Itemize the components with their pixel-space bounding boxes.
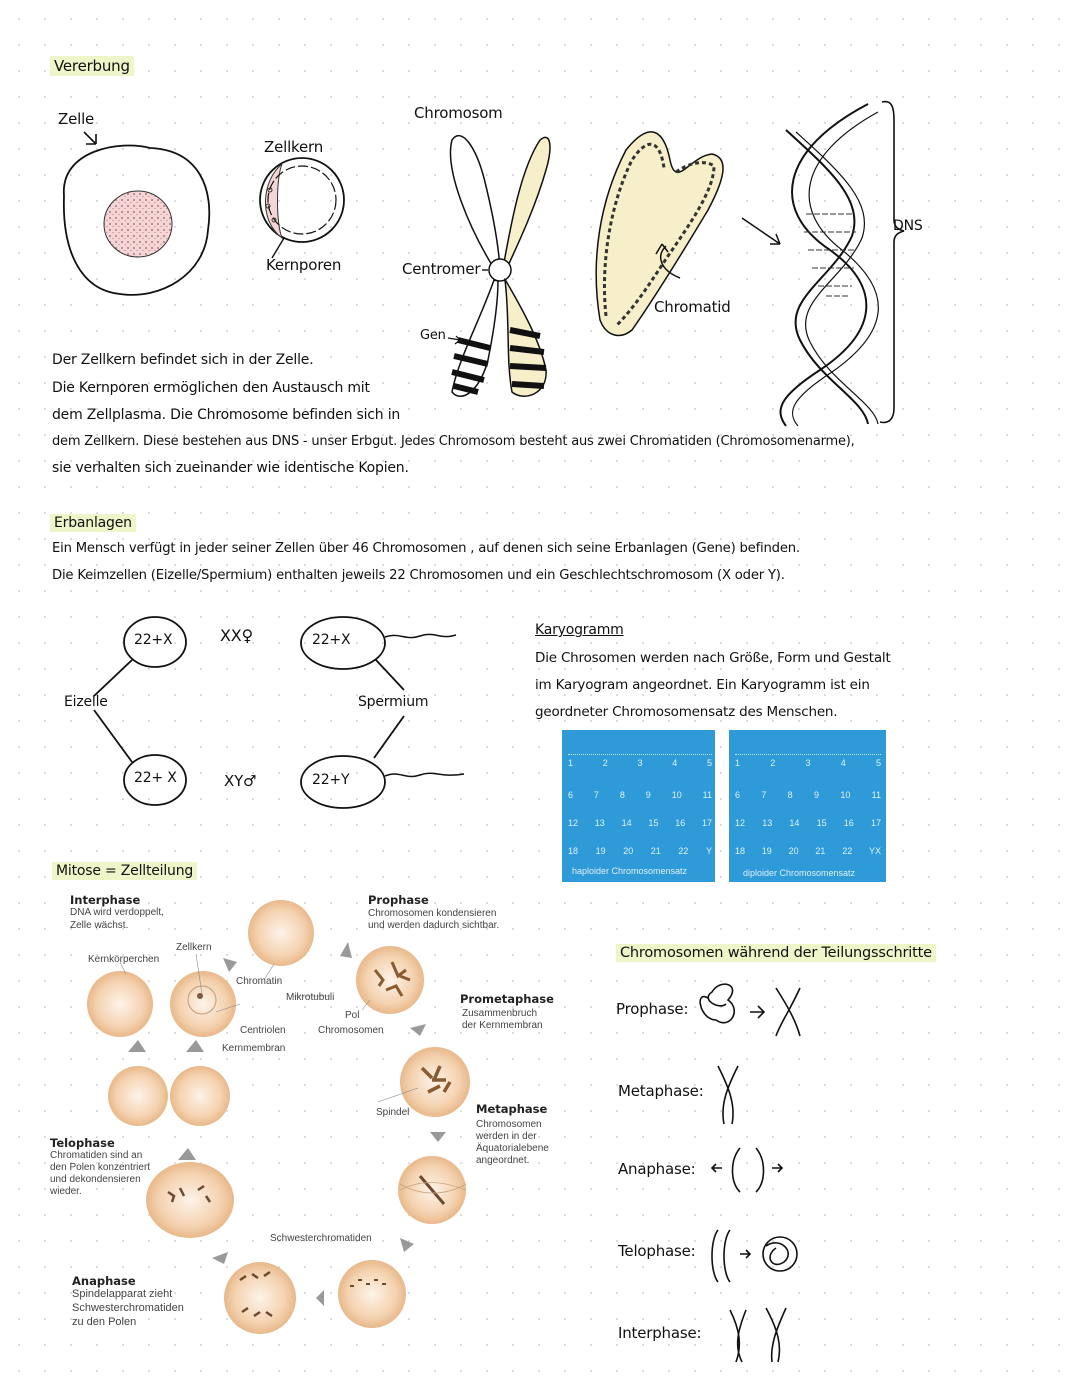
label-dns: DNS <box>893 218 923 234</box>
phase-metaphase-label: Metaphase: <box>618 1082 704 1100</box>
heading-mitose: Mitose = Zellteilung <box>52 862 197 880</box>
label-chromosomen: Chromosomen <box>318 1025 384 1036</box>
prometaphase-desc2: der Kernmembran <box>462 1020 543 1031</box>
metaphase-desc1: Chromosomen <box>476 1119 542 1130</box>
prophase-desc1: Chromosomen kondensieren <box>368 908 497 919</box>
phase-interphase-label: Interphase: <box>618 1324 702 1342</box>
telophase-desc2: den Polen konzentriert <box>50 1162 151 1173</box>
karyo-num: 15 <box>648 818 659 828</box>
karyo-num: 7 <box>593 790 599 800</box>
para1-line5: sie verhalten sich zueinander wie identische Kopien. <box>52 460 409 476</box>
phase-prophase-label: Prophase: <box>616 1000 689 1018</box>
metaphase-desc2: werden in der <box>476 1131 537 1142</box>
karyo-num: 9 <box>813 790 819 800</box>
karyo-num: 22 <box>842 846 853 856</box>
karyogram-diploid <box>729 730 886 882</box>
karyo-num: 1 <box>568 758 574 768</box>
heading-erbanlagen: Erbanlagen <box>50 514 136 532</box>
eizelle-label: Eizelle <box>64 694 108 710</box>
egg-top-label: 22+X <box>134 632 173 648</box>
karyo-num: 20 <box>788 846 799 856</box>
karyo-num: 4 <box>840 758 846 768</box>
prometaphase-desc1: Zusammenbruch <box>462 1008 538 1019</box>
sperm-bottom-label: 22+Y <box>312 772 350 788</box>
label-mikrotubuli: Mikrotubuli <box>286 992 335 1003</box>
karyo-h-row1 <box>568 758 712 768</box>
prometaphase-title: Prometaphase <box>460 992 554 1006</box>
para1-line3: dem Zellplasma. Die Chromosome befinden sich in <box>52 407 401 423</box>
karyo-d-row4 <box>735 846 881 856</box>
karyo-h-row2 <box>568 790 712 800</box>
karyo-num: 6 <box>735 790 741 800</box>
anaphase-desc1: Spindelapparat zieht <box>72 1288 173 1300</box>
karyo-num: 8 <box>787 790 793 800</box>
phase-anaphase-label: Anaphase: <box>618 1160 696 1178</box>
karyo-num: 5 <box>706 758 712 768</box>
anaphase-title: Anaphase <box>72 1274 136 1288</box>
metaphase-desc3: Äquatorialebene <box>476 1143 549 1154</box>
karyogramm-title: Karyogramm <box>535 622 624 638</box>
telophase-desc3: und dekondensieren <box>50 1174 141 1185</box>
phase-telophase-label: Telophase: <box>618 1242 696 1260</box>
label-pol: Pol <box>345 1010 360 1021</box>
phases-title: Chromosomen während der Teilungsschritte <box>616 944 936 962</box>
karyo-h-row3 <box>568 818 712 828</box>
karyo-num: 18 <box>568 846 579 856</box>
male-label: XY♂ <box>224 772 257 790</box>
label-centromer: Centromer <box>402 260 481 278</box>
zellkern-illustration <box>260 158 344 258</box>
karyo-num: 14 <box>621 818 632 828</box>
para1-line4: dem Zellkern. Diese bestehen aus DNS - unser Erbgut. Jedes Chromosom besteht aus zwei Chromatiden (Chromosomenarme), <box>52 434 855 449</box>
telophase-title: Telophase <box>50 1136 115 1150</box>
para1-line1: Der Zellkern befindet sich in der Zelle. <box>52 352 314 368</box>
karyo-num: 3 <box>805 758 811 768</box>
telophase-desc4: wieder. <box>50 1186 82 1197</box>
karyo-num: 2 <box>602 758 608 768</box>
karyo-num: Y <box>705 846 712 856</box>
karyo-num: 2 <box>770 758 776 768</box>
karyo-num: 11 <box>702 790 712 800</box>
sperm-top-label: 22+X <box>312 632 351 648</box>
arrow-icon <box>84 132 96 144</box>
karyo-num: 10 <box>840 790 851 800</box>
telophase-desc1: Chromatiden sind an <box>50 1150 143 1161</box>
label-kernkoerperchen: Kernkörperchen <box>88 954 160 965</box>
karyo-num: 16 <box>843 818 854 828</box>
prophase-desc2: und werden dadurch sichtbar. <box>368 920 500 931</box>
karyo-d-row2 <box>735 790 881 800</box>
karyo-num: 12 <box>568 818 579 828</box>
interphase-desc1: DNA wird verdoppelt, <box>70 907 164 918</box>
heading-vererbung: Vererbung <box>50 56 134 76</box>
label-chromatid: Chromatid <box>654 298 731 316</box>
karyogramm-line3: geordneter Chromosomensatz des Menschen. <box>535 704 838 720</box>
karyo-num: 13 <box>762 818 773 828</box>
karyo-num: 7 <box>761 790 767 800</box>
diploid-caption: diploider Chromosomensatz <box>743 868 856 878</box>
label-zellkern: Zellkern <box>264 138 324 156</box>
metaphase-desc4: angeordnet. <box>476 1155 530 1166</box>
karyo-d-row1 <box>735 758 881 768</box>
label-chromosom: Chromosom <box>414 104 503 122</box>
karyo-num: 5 <box>875 758 881 768</box>
label-kernporen: Kernporen <box>266 256 342 274</box>
egg-bottom-label: 22+ X <box>134 770 177 786</box>
haploid-caption: haploider Chromosomensatz <box>572 866 688 876</box>
karyo-num: 16 <box>675 818 686 828</box>
karyo-num: 19 <box>761 846 772 856</box>
anaphase-desc3: zu den Polen <box>72 1316 137 1328</box>
label-zellkern-mitosis: Zellkern <box>176 942 212 953</box>
chromosome-shapes <box>568 734 712 755</box>
karyogramm-line2: im Karyogram angeordnet. Ein Karyogramm ist ein <box>535 677 870 693</box>
metaphase-title: Metaphase <box>476 1102 548 1116</box>
karyo-num: 6 <box>568 790 574 800</box>
prophase-title: Prophase <box>368 893 429 907</box>
anaphase-desc2: Schwesterchromatiden <box>72 1302 184 1314</box>
karyo-num: 21 <box>815 846 826 856</box>
karyo-num: 1 <box>735 758 741 768</box>
para2-line2: Die Keimzellen (Eizelle/Spermium) enthalten jeweils 22 Chromosomen und ein Geschlechtschromosom (X oder Y). <box>52 568 785 583</box>
interphase-title: Interphase <box>70 893 141 907</box>
karyogramm-line1: Die Chrosomen werden nach Größe, Form und Gestalt <box>535 650 891 666</box>
karyo-num: 11 <box>871 790 881 800</box>
karyo-num: 14 <box>789 818 800 828</box>
label-chromatin: Chromatin <box>236 976 283 987</box>
label-schwesterchromatiden: Schwesterchromatiden <box>270 1233 372 1244</box>
karyo-num: 3 <box>637 758 643 768</box>
karyo-num: YX <box>868 846 881 856</box>
label-spindel: Spindel <box>376 1107 410 1118</box>
karyo-num: 4 <box>672 758 678 768</box>
karyo-num: 12 <box>735 818 746 828</box>
karyo-num: 15 <box>816 818 827 828</box>
karyo-num: 8 <box>619 790 625 800</box>
label-gen: Gen <box>420 328 446 343</box>
karyo-h-row4 <box>568 846 712 856</box>
karyo-num: 13 <box>594 818 605 828</box>
interphase-desc2: Zelle wächst. <box>70 920 129 931</box>
mitosis-cycle <box>87 900 470 1334</box>
female-label: XX♀ <box>220 626 254 645</box>
label-zelle: Zelle <box>58 110 95 128</box>
karyo-num: 18 <box>735 846 746 856</box>
para2-line1: Ein Mensch verfügt in jeder seiner Zellen über 46 Chromosomen , auf denen sich seine Erbanlagen (Gene) befinden. <box>52 541 800 556</box>
karyo-num: 21 <box>650 846 661 856</box>
nucleus <box>104 191 172 257</box>
label-kernmembran: Kernmembran <box>222 1043 286 1054</box>
karyo-num: 20 <box>623 846 634 856</box>
para1-line2: Die Kernporen ermöglichen den Austausch mit <box>52 380 370 396</box>
karyo-num: 17 <box>870 818 881 828</box>
karyo-num: 10 <box>671 790 682 800</box>
karyo-num: 19 <box>595 846 606 856</box>
karyo-num: 9 <box>645 790 651 800</box>
karyo-d-row3 <box>735 818 881 828</box>
phase-sketches <box>700 984 800 1362</box>
chromosome-shapes <box>735 734 881 755</box>
karyo-num: 17 <box>701 818 712 828</box>
dna-helix <box>780 102 904 426</box>
label-centriolen: Centriolen <box>240 1025 286 1036</box>
karyo-num: 22 <box>678 846 689 856</box>
karyogram-haploid <box>562 730 715 882</box>
spermium-label: Spermium <box>358 694 429 710</box>
